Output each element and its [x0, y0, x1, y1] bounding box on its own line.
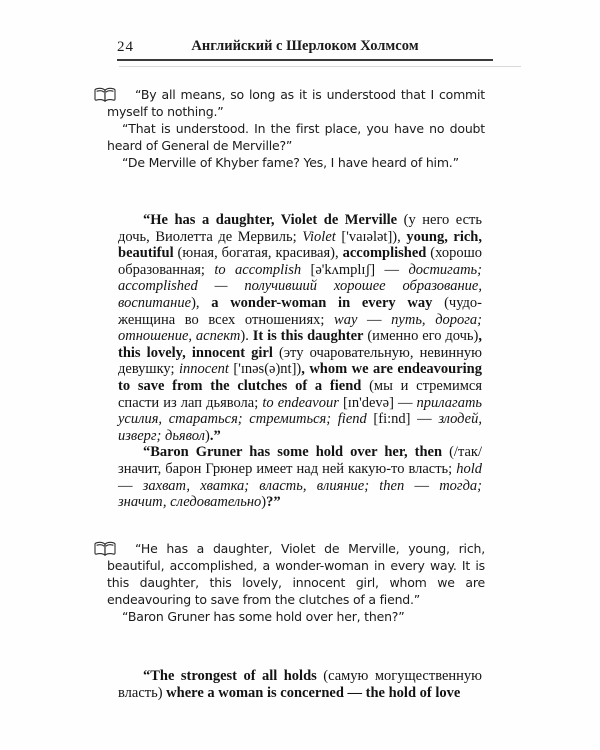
- text-run: ).: [240, 328, 253, 345]
- text-run: way: [334, 311, 358, 328]
- page-number: 24: [117, 39, 134, 55]
- text-run: “He has a daughter, Violet de Merville, young, rich, beautiful, accomplished, a wonder-woman in every way. It is this daughter, this lovely, innocent girl, whom we are endeavouring to save from the clutches of a fiend.”: [107, 541, 485, 607]
- text-run: достигать; accomplished — получивший хорошее образование, воспитание: [118, 261, 482, 311]
- text-run: innocent: [178, 361, 229, 378]
- text-run: “Baron Gruner has some hold over her, then: [143, 444, 443, 461]
- open-book-icon: [93, 87, 117, 103]
- text-run: , whom we are endeavouring to save from the clutches of a fiend: [118, 361, 482, 394]
- text-run: “By all means, so long as it is understood that I commit myself to nothing.”: [107, 87, 485, 119]
- text-run: Violet: [302, 228, 336, 245]
- text-run: , this lovely, innocent girl: [118, 328, 482, 361]
- text-run: ['vaɪələt]),: [335, 228, 407, 245]
- annotated-paragraphs: [118, 668, 482, 701]
- text-run: to accomplish: [214, 261, 302, 278]
- text-run: —: [404, 477, 440, 494]
- text-run: It is this daughter: [252, 328, 364, 345]
- text-run: тогда; значит, следовательно: [118, 477, 482, 511]
- text-run: accomplished: [342, 245, 427, 262]
- paragraph: [107, 120, 485, 154]
- text-run: young, rich, beautiful: [118, 228, 482, 262]
- text-run: [ə'kʌmplɪʃ] —: [301, 261, 409, 278]
- text-run: (/так/ значит, барон Грюнер имеет над ней какую-то власть;: [118, 444, 482, 477]
- text-run: ?”: [266, 494, 281, 511]
- text-run: ): [261, 494, 267, 511]
- text-run: —: [357, 311, 392, 328]
- dialogue-block-english-1: [107, 86, 485, 171]
- text-run: —: [118, 477, 143, 494]
- text-run: прилагать усилия, стараться; стремиться; fiend: [118, 394, 483, 428]
- text-run: (мы и стремимся спасти из лап дьявола;: [118, 377, 482, 411]
- text-run: ['ɪnəs(ə)nt]): [228, 361, 302, 378]
- text-run: ): [205, 427, 210, 444]
- text-run: where a woman is concerned — the hold of love: [166, 684, 461, 701]
- paragraph: [118, 212, 482, 444]
- text-run: путь, дорога; отношение, аспект: [118, 311, 483, 345]
- text-run: (чудо-женщина во всех отношениях;: [118, 294, 482, 328]
- dialogue-block-english-2: [107, 540, 485, 625]
- paragraph: [107, 86, 485, 120]
- text-run: a wonder-woman in every way: [211, 294, 433, 311]
- paragraph: [118, 668, 482, 701]
- dialogue-paragraphs: [107, 86, 485, 171]
- open-book-icon: [93, 541, 117, 557]
- text-run: (у него есть дочь, Виолетта де Мервиль;: [118, 212, 482, 245]
- text-run: (эту очаровательную, невинную девушку;: [118, 344, 482, 378]
- text-run: захват, хватка; власть, влияние; then: [142, 477, 405, 494]
- text-run: злодей, изверг; дьявол: [118, 411, 482, 444]
- annotated-paragraphs: [118, 212, 482, 511]
- text-run: .”: [209, 427, 221, 444]
- text-run: “That is understood. In the first place, you have no doubt heard of General de Merville?”: [107, 121, 485, 153]
- text-run: [ɪn'devə] —: [338, 394, 417, 411]
- paragraph: [118, 444, 482, 510]
- annotated-translation-block-2: [118, 668, 482, 701]
- text-run: to endeavour: [262, 394, 339, 411]
- paragraph: [107, 540, 485, 608]
- paragraph: [107, 608, 485, 625]
- text-run: “The strongest of all holds: [143, 668, 317, 684]
- text-run: hold: [456, 460, 482, 477]
- text-run: (именно его дочь): [363, 328, 479, 345]
- text-run: [fi:nd] —: [366, 411, 439, 428]
- text-run: (хорошо образованная;: [118, 245, 483, 278]
- text-run: ),: [191, 294, 212, 311]
- text-run: “De Merville of Khyber fame? Yes, I have heard of him.”: [122, 155, 459, 170]
- page-header: [117, 38, 493, 61]
- text-run: “He has a daughter, Violet de Merville: [143, 212, 398, 228]
- dialogue-paragraphs: [107, 540, 485, 625]
- paragraph: [107, 154, 485, 171]
- page-title: Английский с Шерлоком Холмсом: [191, 38, 419, 54]
- text-run: “Baron Gruner has some hold over her, then?”: [122, 609, 405, 624]
- annotated-translation-block-1: [118, 212, 482, 511]
- text-run: (юная, богатая, красивая),: [173, 245, 343, 262]
- text-run: (самую могущественную власть): [118, 668, 482, 701]
